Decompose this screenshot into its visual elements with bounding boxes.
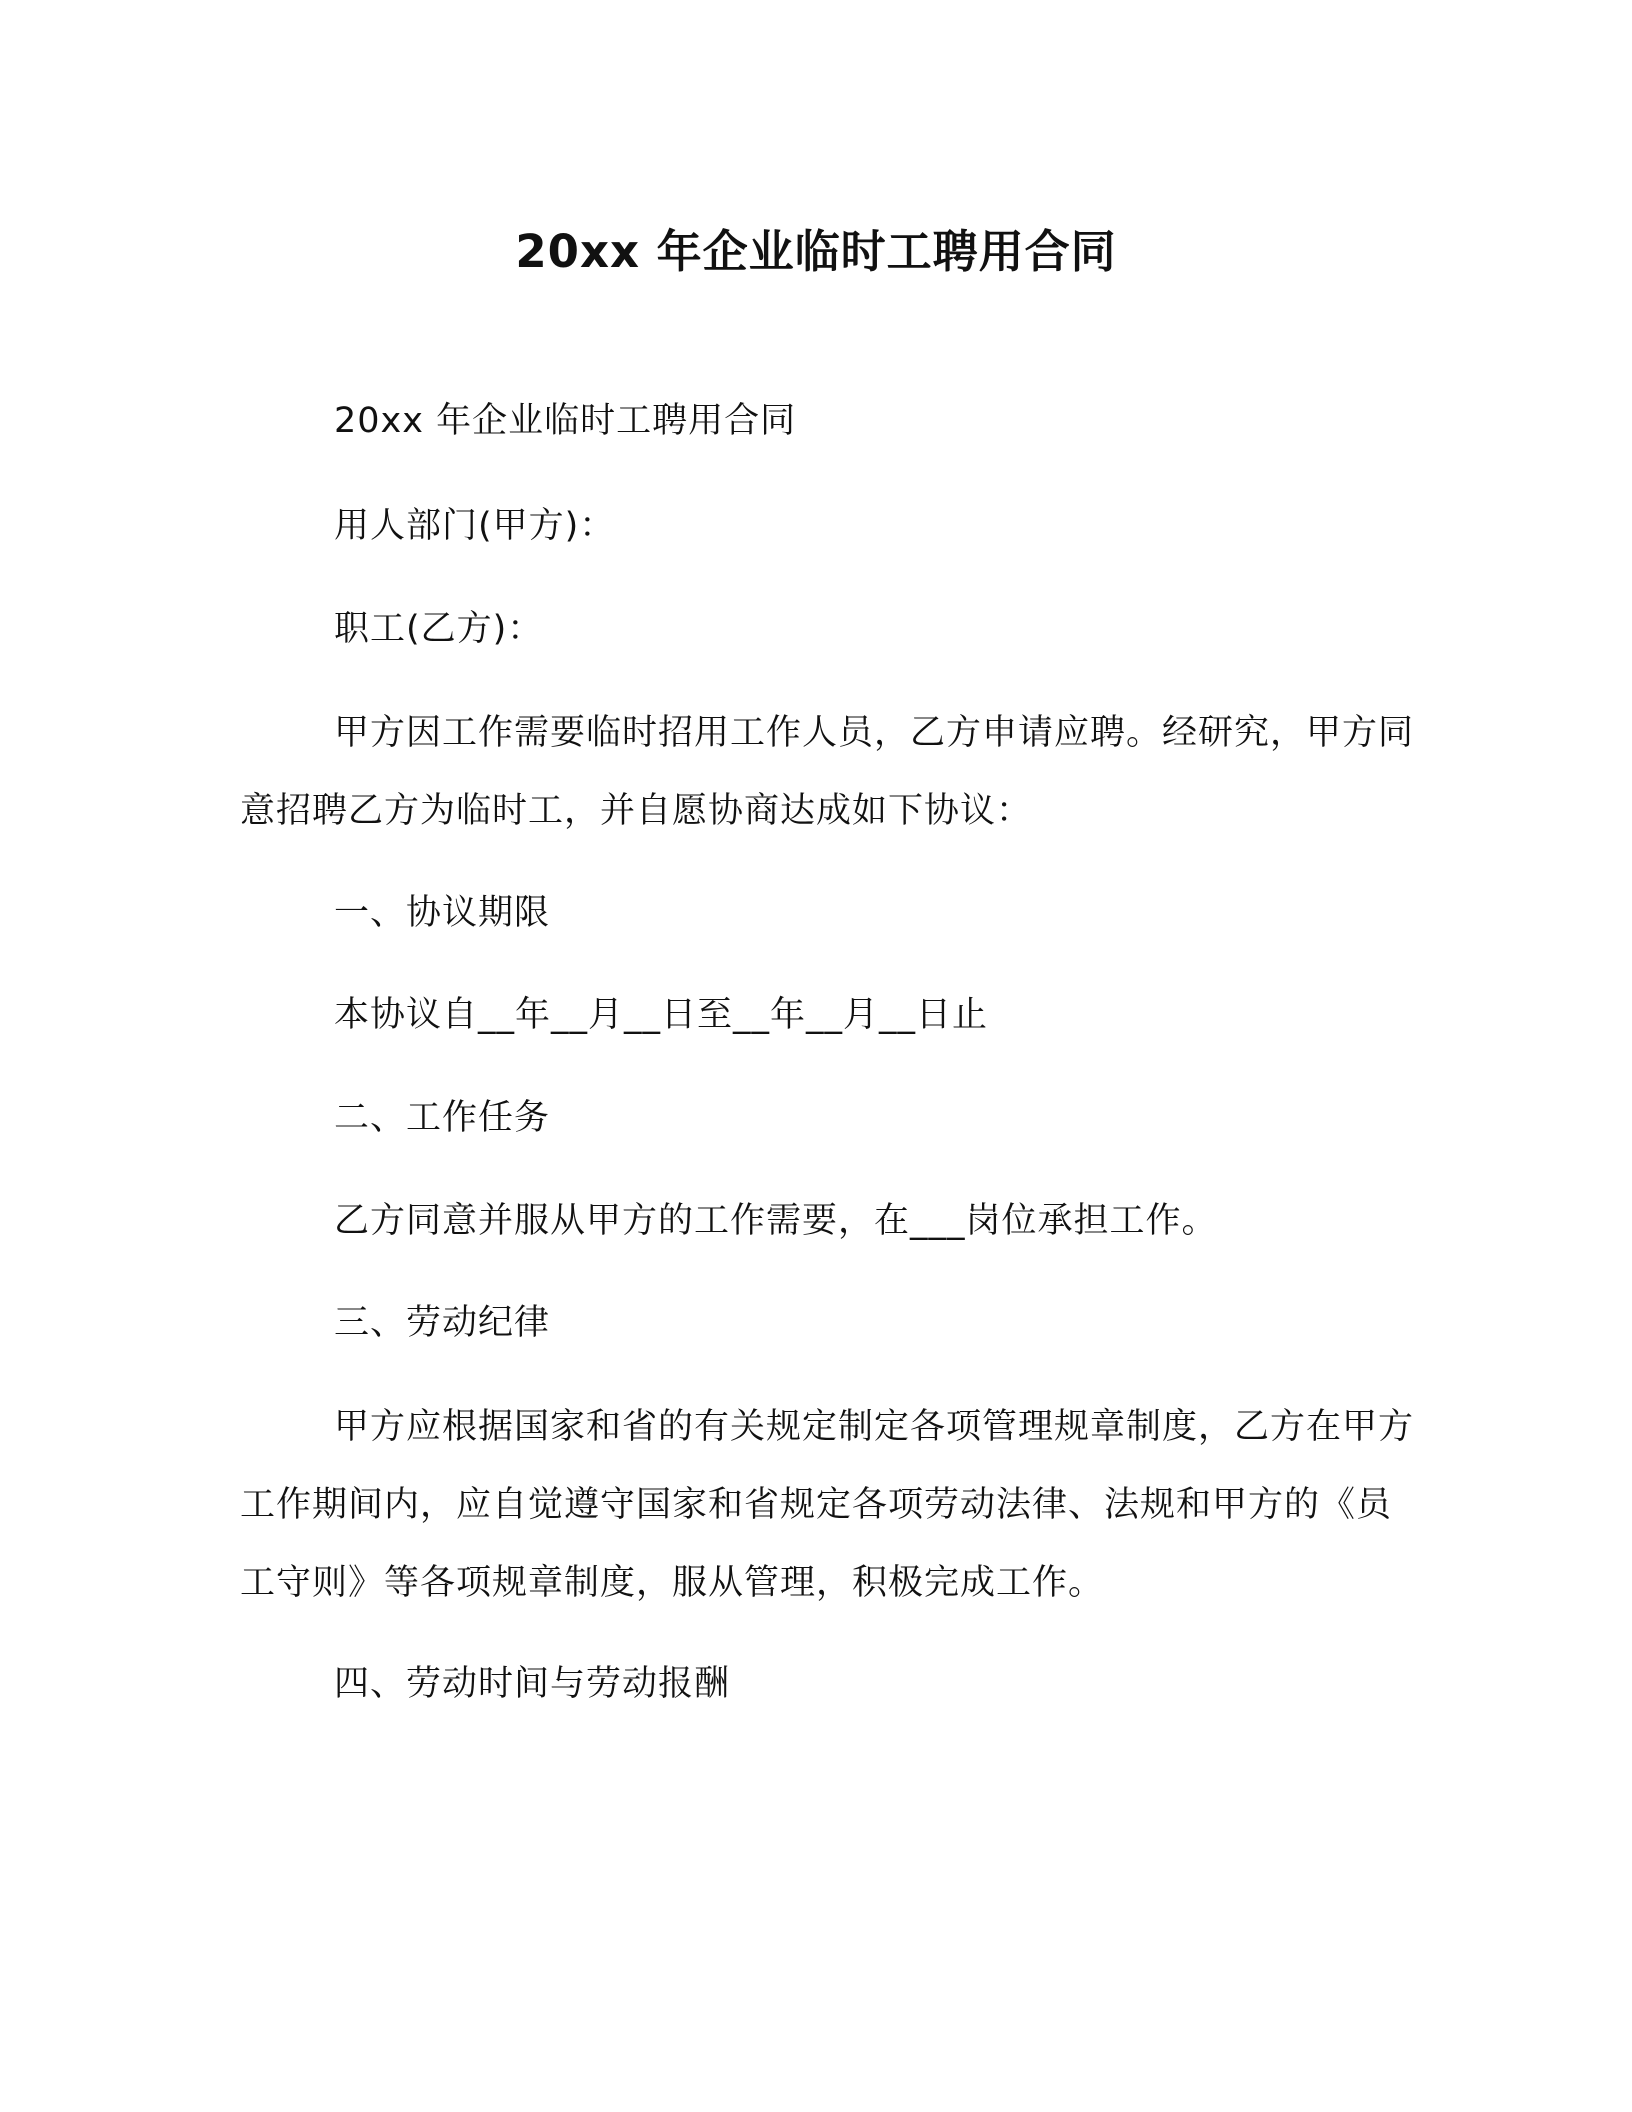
document-title: 20xx 年企业临时工聘用合同	[515, 225, 1117, 278]
section-heading-4: 四、劳动时间与劳动报酬	[334, 1664, 731, 1704]
document-subtitle: 20xx 年企业临时工聘用合同	[334, 401, 797, 441]
section-body-2: 乙方同意并服从甲方的工作需要，在___岗位承担工作。	[334, 1201, 1218, 1241]
section-heading-3: 三、劳动纪律	[334, 1303, 551, 1343]
section-body-1: 本协议自__年__月__日至__年__月__日止	[334, 995, 989, 1035]
section-heading-1: 一、协议期限	[334, 893, 551, 933]
employer-label: 用人部门(甲方)：	[334, 506, 616, 546]
employee-label: 职工(乙方)：	[334, 609, 544, 649]
section-body-3: 甲方应根据国家和省的有关规定制定各项管理规章制度，乙方在甲方工作期间内，应自觉遵守国家和省规定各项劳动法律、法规和甲方的《员工守则》等各项规章制度，服从管理，积极完成工作。	[240, 1407, 1415, 1603]
section-heading-2: 二、工作任务	[334, 1098, 551, 1138]
intro-paragraph: 甲方因工作需要临时招用工作人员，乙方申请应聘。经研究，甲方同意招聘乙方为临时工，并自愿协商达成如下协议：	[240, 713, 1415, 831]
